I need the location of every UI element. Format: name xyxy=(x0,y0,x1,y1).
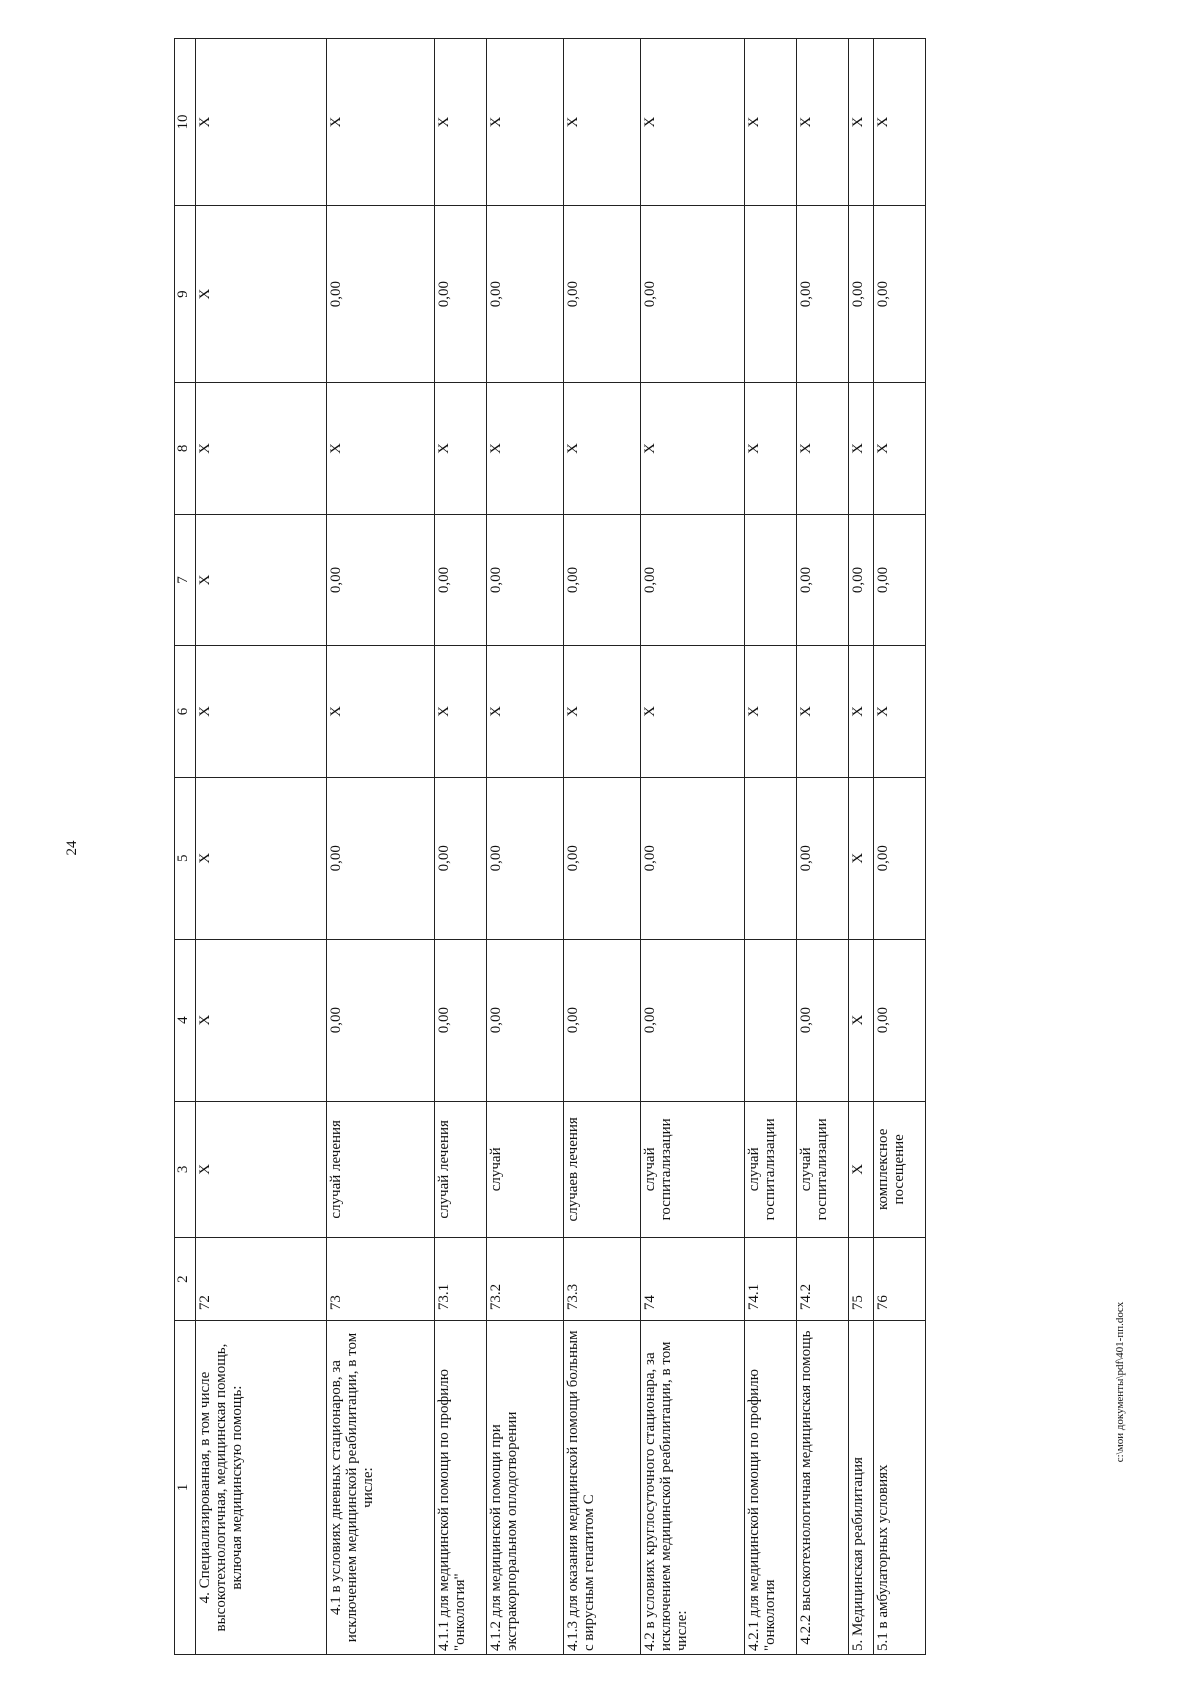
table-cell: X xyxy=(873,39,925,206)
table-cell: 0,00 xyxy=(435,514,487,646)
column-header: 2 xyxy=(175,1238,196,1321)
table-cell: 0,00 xyxy=(796,514,848,646)
table-cell-unit: случай лечения xyxy=(327,1101,435,1238)
data-table xyxy=(174,38,926,1655)
table-cell-name: 4.2.1 для медицинской помощи по профилю "онкология xyxy=(745,1321,797,1655)
table-row xyxy=(641,39,745,1655)
table-cell: 0,00 xyxy=(487,514,564,646)
table-cell: X xyxy=(487,646,564,778)
table-cell: X xyxy=(196,646,327,778)
table-cell-code: 74 xyxy=(641,1238,745,1321)
table-cell-code: 72 xyxy=(196,1238,327,1321)
column-header: 8 xyxy=(175,383,196,515)
table-row xyxy=(327,39,435,1655)
table-cell: X xyxy=(487,39,564,206)
table-cell-unit: X xyxy=(848,1101,873,1238)
table-cell: X xyxy=(796,646,848,778)
table-row xyxy=(848,39,873,1655)
table-cell-code: 73.2 xyxy=(487,1238,564,1321)
table-row xyxy=(796,39,848,1655)
table-cell-code: 73 xyxy=(327,1238,435,1321)
table-cell: X xyxy=(196,777,327,939)
table-cell: 0,00 xyxy=(327,777,435,939)
table-cell: X xyxy=(796,383,848,515)
column-header: 6 xyxy=(175,646,196,778)
table-cell: 0,00 xyxy=(327,206,435,383)
table-cell: X xyxy=(745,39,797,206)
table-cell: X xyxy=(564,646,641,778)
table-cell: X xyxy=(848,777,873,939)
table-cell: 0,00 xyxy=(873,514,925,646)
column-header: 3 xyxy=(175,1101,196,1238)
column-header: 5 xyxy=(175,777,196,939)
table-cell: 0,00 xyxy=(873,939,925,1101)
table-cell xyxy=(745,777,797,939)
table-cell: X xyxy=(327,39,435,206)
data-table-container xyxy=(174,38,926,1655)
table-cell: 0,00 xyxy=(796,206,848,383)
table-cell-name: 4. Специализированная, в том числе высокотехнологичная, медицинская помощь, включая медицинскую помощь: xyxy=(196,1321,327,1655)
table-cell: 0,00 xyxy=(641,206,745,383)
table-cell: 0,00 xyxy=(796,939,848,1101)
table-cell: X xyxy=(641,646,745,778)
table-cell-unit: случай госпитализации xyxy=(641,1101,745,1238)
table-cell: 0,00 xyxy=(641,939,745,1101)
table-cell-code: 76 xyxy=(873,1238,925,1321)
table-cell-unit: случай госпитализации xyxy=(745,1101,797,1238)
table-cell: 0,00 xyxy=(327,939,435,1101)
table-cell: X xyxy=(848,646,873,778)
table-cell: X xyxy=(196,383,327,515)
table-cell-name: 5.1 в амбулаторных условиях xyxy=(873,1321,925,1655)
table-cell xyxy=(745,206,797,383)
table-cell: 0,00 xyxy=(564,777,641,939)
table-cell: X xyxy=(848,39,873,206)
table-cell: 0,00 xyxy=(848,514,873,646)
table-cell: 0,00 xyxy=(873,777,925,939)
table-cell: X xyxy=(196,206,327,383)
table-cell: X xyxy=(873,383,925,515)
table-cell: X xyxy=(487,383,564,515)
table-cell: X xyxy=(564,39,641,206)
table-cell-code: 73.1 xyxy=(435,1238,487,1321)
table-row xyxy=(435,39,487,1655)
table-cell-code: 74.1 xyxy=(745,1238,797,1321)
table-cell-name: 5. Медицинская реабилитация xyxy=(848,1321,873,1655)
table-cell: X xyxy=(745,646,797,778)
table-cell: 0,00 xyxy=(435,939,487,1101)
table-cell xyxy=(745,939,797,1101)
table-cell: 0,00 xyxy=(641,514,745,646)
column-header: 7 xyxy=(175,514,196,646)
table-cell: 0,00 xyxy=(873,206,925,383)
table-cell-name: 4.2 в условиях круглосуточного стационара, за исключением медицинской реабилитации, в том числе: xyxy=(641,1321,745,1655)
table-cell xyxy=(745,514,797,646)
table-cell: X xyxy=(796,39,848,206)
table-cell-unit: X xyxy=(196,1101,327,1238)
table-cell: 0,00 xyxy=(564,206,641,383)
table-cell-name: 4.2.2 высокотехнологичная медицинская помощь xyxy=(796,1321,848,1655)
column-header: 1 xyxy=(175,1321,196,1655)
table-cell: X xyxy=(435,646,487,778)
table-cell-name: 4.1 в условиях дневных стационаров, за исключением медицинской реабилитации, в том числе: xyxy=(327,1321,435,1655)
table-cell: X xyxy=(873,646,925,778)
table-cell: X xyxy=(196,39,327,206)
table-cell: X xyxy=(848,939,873,1101)
table-cell: X xyxy=(564,383,641,515)
table-cell: 0,00 xyxy=(435,777,487,939)
table-cell: 0,00 xyxy=(848,206,873,383)
table-cell: X xyxy=(327,646,435,778)
table-cell: 0,00 xyxy=(487,206,564,383)
table-header-row xyxy=(175,39,196,1655)
table-row xyxy=(564,39,641,1655)
table-cell: X xyxy=(848,383,873,515)
table-cell-name: 4.1.1 для медицинской помощи по профилю "онкология" xyxy=(435,1321,487,1655)
table-cell: 0,00 xyxy=(796,777,848,939)
table-row xyxy=(873,39,925,1655)
table-row xyxy=(196,39,327,1655)
table-cell: 0,00 xyxy=(435,206,487,383)
table-cell: 0,00 xyxy=(487,777,564,939)
table-cell-name: 4.1.2 для медицинской помощи при экстракорпоральном оплодотворении xyxy=(487,1321,564,1655)
table-cell-code: 73.3 xyxy=(564,1238,641,1321)
footer-file-path: c:\мои документы\pdf\401-пп.docx xyxy=(1114,1301,1126,1463)
table-cell: X xyxy=(196,514,327,646)
table-cell-code: 74.2 xyxy=(796,1238,848,1321)
table-cell: X xyxy=(641,39,745,206)
page-number: 24 xyxy=(64,840,80,856)
table-row xyxy=(487,39,564,1655)
table-cell: X xyxy=(641,383,745,515)
table-cell: X xyxy=(745,383,797,515)
table-cell-code: 75 xyxy=(848,1238,873,1321)
column-header: 4 xyxy=(175,939,196,1101)
table-cell: X xyxy=(435,383,487,515)
column-header: 9 xyxy=(175,206,196,383)
table-cell-unit: комплексное посещение xyxy=(873,1101,925,1238)
table-cell-unit: случай xyxy=(487,1101,564,1238)
table-cell: 0,00 xyxy=(487,939,564,1101)
table-cell: 0,00 xyxy=(564,939,641,1101)
table-cell: 0,00 xyxy=(327,514,435,646)
table-cell-unit: случай госпитализации xyxy=(796,1101,848,1238)
column-header: 10 xyxy=(175,39,196,206)
table-cell: X xyxy=(196,939,327,1101)
table-cell-unit: случаев лечения xyxy=(564,1101,641,1238)
table-cell: 0,00 xyxy=(641,777,745,939)
table-cell-unit: случай лечения xyxy=(435,1101,487,1238)
table-cell: X xyxy=(435,39,487,206)
table-cell-name: 4.1.3 для оказания медицинской помощи больным с вирусным гепатитом С xyxy=(564,1321,641,1655)
table-cell: 0,00 xyxy=(564,514,641,646)
table-cell: X xyxy=(327,383,435,515)
table-row xyxy=(745,39,797,1655)
